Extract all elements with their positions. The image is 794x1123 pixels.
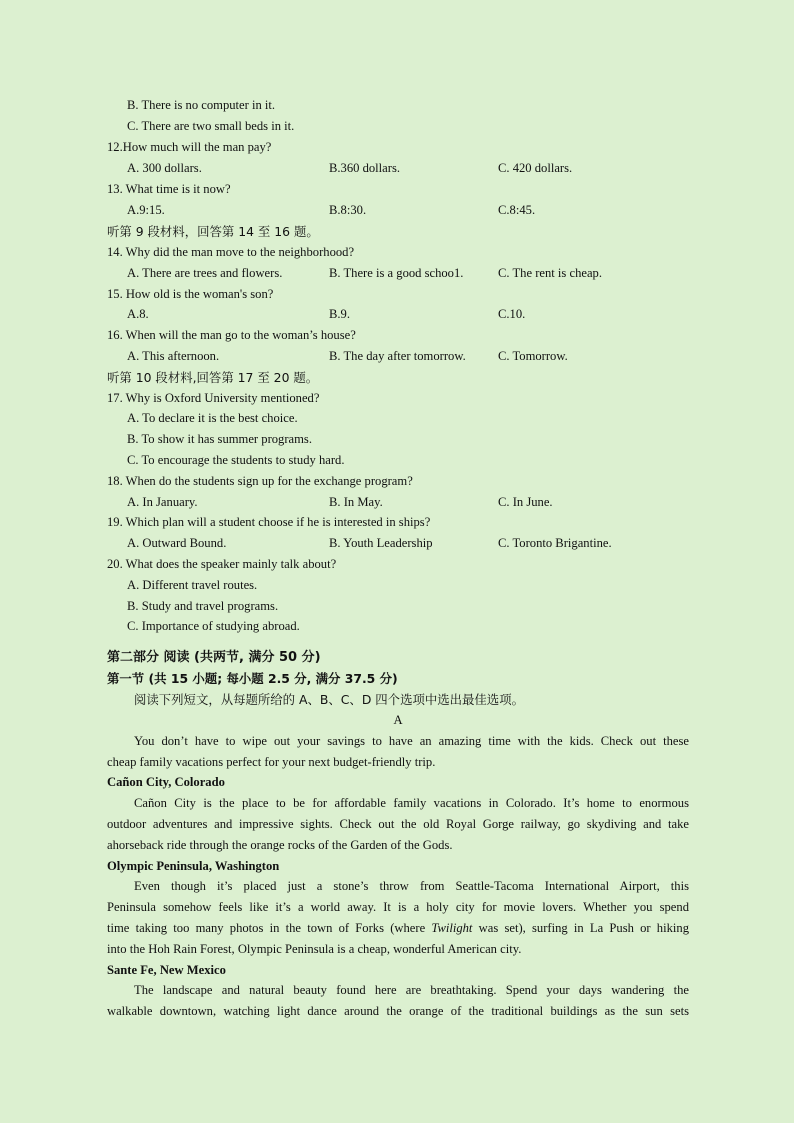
q12-option-a: A. 300 dollars. bbox=[127, 161, 202, 175]
q15-option-a: A.8. bbox=[127, 307, 149, 321]
q18-stem: 18. When do the students sign up for the exchange program? bbox=[107, 474, 413, 488]
q15-option-b: B.9. bbox=[329, 307, 350, 321]
q17-option-c: C. To encourage the students to study hard. bbox=[127, 453, 345, 467]
q20-option-b: B. Study and travel programs. bbox=[127, 599, 279, 613]
q12-stem: 12.How much will the man pay? bbox=[107, 140, 272, 154]
section-1-heading: 第一节 (共 15 小题; 每小题 2.5 分, 满分 37.5 分) bbox=[107, 671, 398, 686]
intro-line-1: You don’t have to wipe out your savings to have an amazing time with the kids. Check out these bbox=[134, 734, 689, 748]
q19-option-c: C. Toronto Brigantine. bbox=[498, 536, 612, 550]
olympic-line-2: Peninsula somehow feels like it’s a world away. It is a holy city for movie lovers. Whether you spend bbox=[107, 900, 689, 914]
q15-option-c: C.10. bbox=[498, 307, 526, 321]
q16-option-b: B. The day after tomorrow. bbox=[329, 349, 466, 363]
canon-city-title: Cañon City, Colorado bbox=[107, 775, 225, 789]
q13-option-b: B.8:30. bbox=[329, 203, 367, 217]
part-2-heading: 第二部分 阅读 (共两节, 满分 50 分) bbox=[107, 650, 321, 665]
q20-option-a: A. Different travel routes. bbox=[127, 578, 258, 592]
q17-option-a: A. To declare it is the best choice. bbox=[127, 411, 298, 425]
canon-line-3: ahorseback ride through the orange rocks of the Garden of the Gods. bbox=[107, 838, 453, 852]
q14-option-c: C. The rent is cheap. bbox=[498, 266, 602, 280]
santafe-title: Sante Fe, New Mexico bbox=[107, 963, 226, 977]
q18-option-a: A. In January. bbox=[127, 495, 198, 509]
q14-option-a: A. There are trees and flowers. bbox=[127, 266, 283, 280]
q16-option-c: C. Tomorrow. bbox=[498, 349, 568, 363]
santafe-line-1: The landscape and natural beauty found here are breathtaking. Spend your days wandering the bbox=[134, 983, 689, 997]
canon-line-2: outdoor adventures and impressive sights. Check out the old Royal Gorge railway, go skydiving and take bbox=[107, 817, 689, 831]
q13-option-a: A.9:15. bbox=[127, 203, 165, 217]
q12-options bbox=[107, 158, 689, 179]
olympic-title: Olympic Peninsula, Washington bbox=[107, 859, 280, 873]
q19-option-b: B. Youth Leadership bbox=[329, 536, 433, 550]
q17-stem: 17. Why is Oxford University mentioned? bbox=[107, 391, 320, 405]
q19-options bbox=[107, 533, 689, 554]
olympic-line-1: Even though it’s placed just a stone’s throw from Seattle-Tacoma International Airport, this bbox=[134, 879, 689, 893]
q18-option-b: B. In May. bbox=[329, 495, 383, 509]
q14-stem: 14. Why did the man move to the neighborhood? bbox=[107, 245, 355, 259]
q13-options bbox=[107, 200, 689, 221]
q14-option-b: B. There is a good schoo1. bbox=[329, 266, 464, 280]
passage-letter: A bbox=[393, 713, 403, 727]
q15-options bbox=[107, 304, 689, 325]
olympic-line-3: time taking too many photos in the town of Forks (where Twilight was set), surfing in La Push or hiking bbox=[107, 921, 689, 935]
section-9-instruction: 听第 9 段材料，回答第 14 至 16 题。 bbox=[107, 224, 319, 239]
movie-title: Twilight bbox=[431, 921, 473, 935]
q13-stem: 13. What time is it now? bbox=[107, 182, 231, 196]
reading-instruction: 阅读下列短文，从每题所给的 A、B、C、D 四个选项中选出最佳选项。 bbox=[134, 692, 524, 707]
q14-options bbox=[107, 263, 689, 284]
q19-stem: 19. Which plan will a student choose if he is interested in ships? bbox=[107, 515, 431, 529]
q19-option-a: A. Outward Bound. bbox=[127, 536, 227, 550]
q18-option-c: C. In June. bbox=[498, 495, 553, 509]
q20-stem: 20. What does the speaker mainly talk about? bbox=[107, 557, 337, 571]
q16-options bbox=[107, 346, 689, 367]
q18-options bbox=[107, 492, 689, 513]
q15-stem: 15. How old is the woman's son? bbox=[107, 287, 274, 301]
q11-option-b: B. There is no computer in it. bbox=[127, 98, 276, 112]
intro-line-2: cheap family vacations perfect for your next budget-friendly trip. bbox=[107, 755, 436, 769]
q12-option-b: B.360 dollars. bbox=[329, 161, 401, 175]
q12-option-c: C. 420 dollars. bbox=[498, 161, 573, 175]
q17-option-b: B. To show it has summer programs. bbox=[127, 432, 312, 446]
q16-stem: 16. When will the man go to the woman’s house? bbox=[107, 328, 356, 342]
canon-line-1: Cañon City is the place to be for affordable family vacations in Colorado. It’s home to enormous bbox=[134, 796, 689, 810]
section-10-instruction: 听第 10 段材料,回答第 17 至 20 题。 bbox=[107, 370, 319, 385]
olympic-line-4: into the Hoh Rain Forest, Olympic Peninsula is a cheap, wonderful American city. bbox=[107, 942, 522, 956]
q16-option-a: A. This afternoon. bbox=[127, 349, 220, 363]
q13-option-c: C.8:45. bbox=[498, 203, 536, 217]
q11-option-c: C. There are two small beds in it. bbox=[127, 119, 295, 133]
santafe-line-2: walkable downtown, watching light dance around the orange of the traditional buildings as the sun sets bbox=[107, 1004, 689, 1018]
q20-option-c: C. Importance of studying abroad. bbox=[127, 619, 300, 633]
